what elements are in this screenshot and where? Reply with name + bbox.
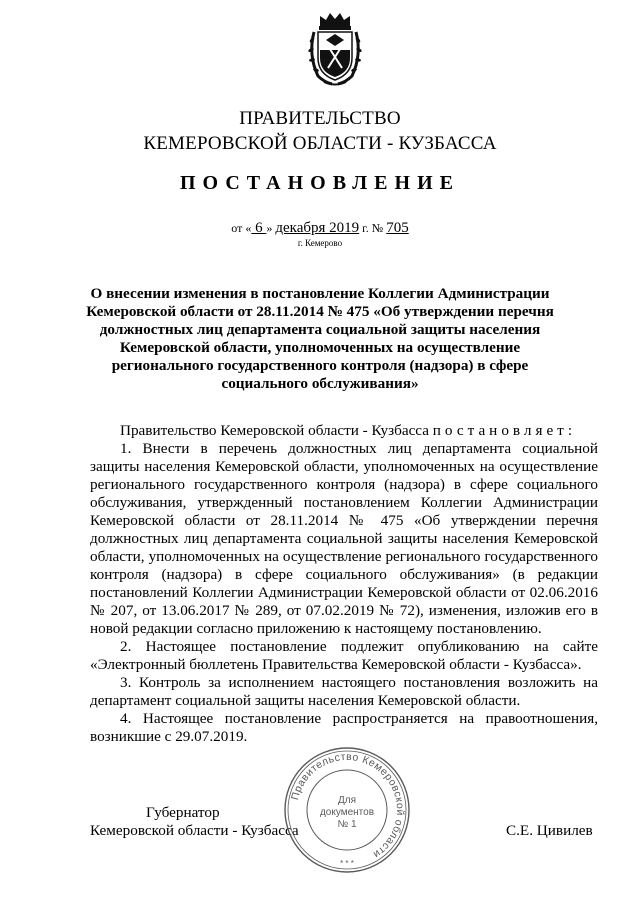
- stamp-ring-text: Правительство Кемеровской области: [289, 750, 407, 861]
- date-month-year: декабря 2019: [275, 220, 360, 236]
- paragraph-4: 4. Настоящее постановление распространяется на правоотношения, возникшие с 29.07.2019.: [90, 710, 598, 745]
- organization-name-line2: КЕМЕРОВСКОЙ ОБЛАСТИ - КУЗБАССА: [143, 133, 497, 154]
- intro-spaced-word: постановляет:: [432, 422, 577, 439]
- date-number-line: [0, 220, 640, 237]
- stamp-center-line2: документов: [319, 807, 375, 818]
- date-suffix: г. №: [359, 221, 387, 235]
- stamp-stars: * * *: [340, 859, 354, 868]
- signer-position-line1: Губернатор: [146, 804, 220, 821]
- official-stamp: [282, 745, 412, 875]
- city: г. Кемерово: [297, 238, 343, 248]
- paragraph-3: 3. Контроль за исполнением настоящего постановления возложить на департамент социальной защиты населения Кемеровской области.: [90, 674, 598, 709]
- signer-name: С.Е. Цивилев: [506, 822, 593, 839]
- title-line: социального обслуживания»: [221, 375, 419, 392]
- title-line: О внесении изменения в постановление Коллегии Администрации: [90, 285, 550, 302]
- intro-paragraph: [90, 422, 598, 440]
- date-prefix: от «: [231, 221, 252, 235]
- document-number: 705: [386, 220, 409, 236]
- coat-of-arms-icon: [306, 10, 364, 88]
- stamp-center-line1: Для: [337, 795, 357, 806]
- title-line: регионального государственного контроля (надзора) в сфере: [111, 357, 529, 374]
- title-line: должностных лиц департамента социальной защиты населения: [99, 321, 541, 338]
- date-day: 6: [251, 220, 267, 236]
- document-body: [90, 422, 598, 746]
- document-type: ПОСТАНОВЛЕНИЕ: [180, 172, 460, 194]
- document-title: [60, 285, 580, 393]
- organization-name-line1: ПРАВИТЕЛЬСТВО: [239, 108, 401, 129]
- title-line: Кемеровской области от 28.11.2014 № 475 «Об утверждении перечня: [86, 303, 554, 320]
- paragraph-1: 1. Внести в перечень должностных лиц департамента социальной защиты населения Кемеровской области, уполномоченных на осуществление регионального государственного контроля (надзора) в сфере социального обслуживания, утвержденный постановлением Коллегии Администрации Кемеровской области от 28.11.2014 № 475 «Об утверждении перечня должностных лиц департамента социальной защиты населения Кемеровской области, уполномоченных на осуществление регионального государственного контроля (надзора) в сфере социального обслуживания» (в редакции постановлений Коллегии Администрации Кемеровской области от 02.06.2016 № 207, от 13.06.2017 № 289, от 07.02.2019 № 72), изменения, изложив его в новой редакции согласно приложению к настоящему постановлению.: [90, 440, 598, 637]
- signer-position-line2: Кемеровской области - Кузбасса: [90, 822, 299, 839]
- intro-prefix: Правительство Кемеровской области - Кузбасса: [120, 422, 433, 439]
- date-mid: »: [266, 221, 276, 235]
- title-line: Кемеровской области, уполномоченных на осуществление: [119, 339, 521, 356]
- paragraph-2: 2. Настоящее постановление подлежит опубликованию на сайте «Электронный бюллетень Правительства Кемеровской области - Кузбасса».: [90, 638, 598, 673]
- stamp-center-line3: № 1: [337, 819, 357, 830]
